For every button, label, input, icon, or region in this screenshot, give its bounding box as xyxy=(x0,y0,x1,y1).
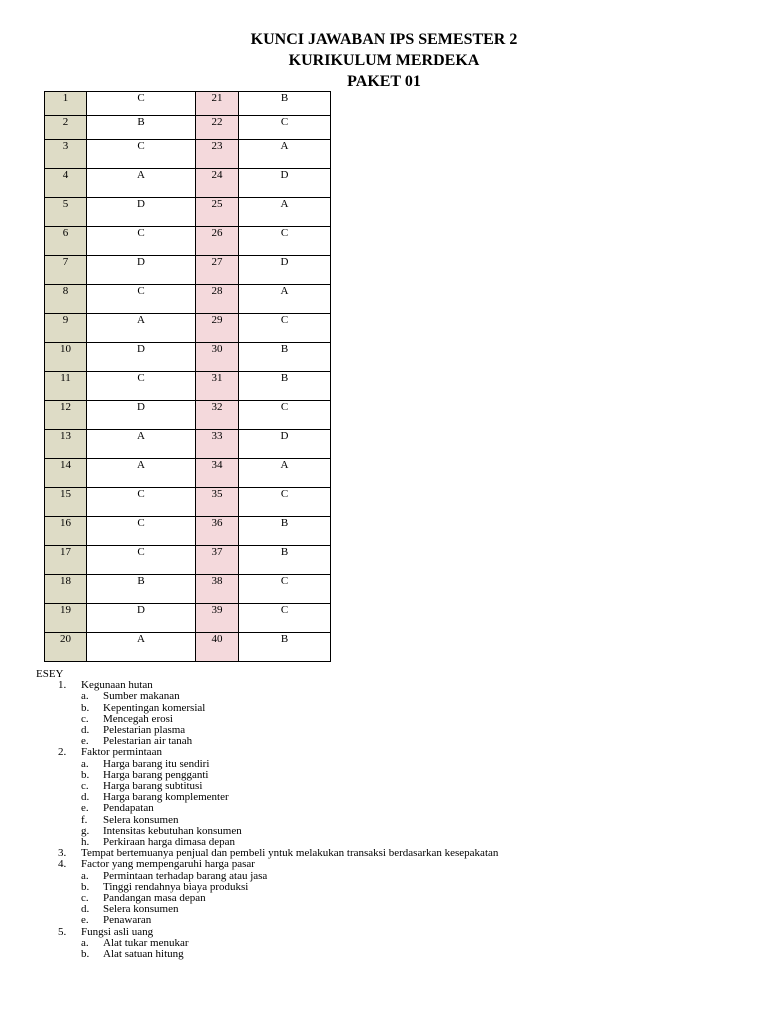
essay-answer-letter: a. xyxy=(81,690,89,703)
essay-question xyxy=(36,927,498,961)
answer-cell: D xyxy=(239,169,331,198)
essay-section xyxy=(36,669,498,960)
essay-answer-letter: f. xyxy=(81,813,88,826)
answer-cell: D xyxy=(87,256,196,285)
question-number-cell: 17 xyxy=(45,546,87,575)
answer-key-row xyxy=(45,169,331,198)
question-number-cell: 23 xyxy=(196,140,239,169)
answer-key-row xyxy=(45,633,331,662)
question-number-cell: 29 xyxy=(196,314,239,343)
essay-answer-text: Pendapatan xyxy=(103,802,154,815)
answer-cell: C xyxy=(87,140,196,169)
question-number-cell: 28 xyxy=(196,285,239,314)
document-title: KUNCI JAWABAN IPS SEMESTER 2 xyxy=(250,31,518,48)
essay-answer-letter: c. xyxy=(81,780,89,793)
question-number-cell: 22 xyxy=(196,116,239,140)
answer-key-row xyxy=(45,517,331,546)
essay-question-text: Fungsi asli uang xyxy=(81,925,154,938)
answer-key-row xyxy=(45,314,331,343)
essay-question-number: 4. xyxy=(58,858,67,871)
answer-cell: C xyxy=(87,372,196,401)
question-number-cell: 30 xyxy=(196,343,239,372)
essay-answer-text: Pandangan masa depan xyxy=(103,892,206,905)
essay-answer-letter: a. xyxy=(81,936,89,949)
question-number-cell: 5 xyxy=(45,198,87,227)
answer-cell: C xyxy=(239,488,331,517)
question-number-cell: 24 xyxy=(196,169,239,198)
essay-answer-text: Pelestarian air tanah xyxy=(103,735,193,748)
essay-answer-letter: b. xyxy=(81,880,90,893)
question-number-cell: 1 xyxy=(45,92,87,116)
answer-cell: A xyxy=(239,198,331,227)
answer-cell: B xyxy=(239,546,331,575)
answer-cell: D xyxy=(87,198,196,227)
essay-answer-letter: e. xyxy=(81,914,89,927)
answer-key-row xyxy=(45,256,331,285)
question-number-cell: 14 xyxy=(45,459,87,488)
essay-answer-letter: d. xyxy=(81,903,90,916)
answer-cell: A xyxy=(87,314,196,343)
essay-answer-letter: c. xyxy=(81,892,89,905)
question-number-cell: 2 xyxy=(45,116,87,140)
answer-key-row xyxy=(45,488,331,517)
answer-cell: C xyxy=(87,546,196,575)
essay-question-text: Factor yang mempengaruhi harga pasar xyxy=(81,858,255,871)
answer-cell: A xyxy=(239,140,331,169)
essay-answer-text: Selera konsumen xyxy=(103,903,179,916)
essay-answer-list xyxy=(81,759,498,849)
essay-answer-text: Harga barang pengganti xyxy=(103,768,209,781)
question-number-cell: 19 xyxy=(45,604,87,633)
question-number-cell: 25 xyxy=(196,198,239,227)
essay-question-text: Faktor permintaan xyxy=(81,746,162,759)
essay-answer-text: Selera konsumen xyxy=(103,813,179,826)
answer-key-row xyxy=(45,372,331,401)
question-number-cell: 12 xyxy=(45,401,87,430)
question-number-cell: 13 xyxy=(45,430,87,459)
essay-answer-list xyxy=(81,938,498,960)
answer-cell: B xyxy=(87,116,196,140)
essay-answer-text: Penawaran xyxy=(103,914,152,927)
package-label: PAKET 01 xyxy=(347,73,421,90)
answer-key-row xyxy=(45,575,331,604)
answer-key-row xyxy=(45,604,331,633)
answer-cell: D xyxy=(87,343,196,372)
answer-cell: D xyxy=(239,256,331,285)
answer-key-body xyxy=(45,92,331,662)
question-number-cell: 26 xyxy=(196,227,239,256)
essay-answer-letter: c. xyxy=(81,712,89,725)
essay-answer-text: Permintaan terhadap barang atau jasa xyxy=(103,869,268,882)
essay-answer-text: Tinggi rendahnya biaya produksi xyxy=(103,880,249,893)
question-number-cell: 33 xyxy=(196,430,239,459)
answer-cell: C xyxy=(239,401,331,430)
question-number-cell: 3 xyxy=(45,140,87,169)
essay-answer-letter: h. xyxy=(81,836,90,849)
answer-key-row xyxy=(45,227,331,256)
answer-cell: C xyxy=(87,285,196,314)
answer-cell: A xyxy=(87,430,196,459)
essay-answer-letter: e. xyxy=(81,802,89,815)
question-number-cell: 36 xyxy=(196,517,239,546)
answer-cell: B xyxy=(239,633,331,662)
answer-cell: B xyxy=(239,372,331,401)
essay-answer-text: Harga barang subtitusi xyxy=(103,780,203,793)
question-number-cell: 11 xyxy=(45,372,87,401)
essay-question-number: 2. xyxy=(58,746,67,759)
essay-answer-list xyxy=(81,871,498,927)
question-number-cell: 37 xyxy=(196,546,239,575)
answer-key-row xyxy=(45,343,331,372)
question-number-cell: 39 xyxy=(196,604,239,633)
question-number-cell: 27 xyxy=(196,256,239,285)
answer-cell: B xyxy=(239,92,331,116)
essay-answer-text: Alat satuan hitung xyxy=(103,948,184,961)
essay-answer-text: Alat tukar menukar xyxy=(103,936,189,949)
essay-question-text: Kegunaan hutan xyxy=(81,679,153,692)
question-number-cell: 9 xyxy=(45,314,87,343)
essay-question xyxy=(36,680,498,747)
answer-cell: B xyxy=(239,343,331,372)
question-number-cell: 20 xyxy=(45,633,87,662)
essay-question-number: 1. xyxy=(58,679,67,692)
essay-question-text: Tempat bertemuanya penjual dan pembeli yntuk melakukan transaksi berdasarkan kesepakatan xyxy=(81,847,499,860)
essay-heading: ESEY xyxy=(36,668,64,680)
answer-cell: A xyxy=(87,169,196,198)
answer-key-row xyxy=(45,116,331,140)
essay-question-list xyxy=(36,680,498,960)
document-subtitle: KURIKULUM MERDEKA xyxy=(288,52,480,69)
answer-cell: D xyxy=(87,604,196,633)
answer-key-row xyxy=(45,459,331,488)
essay-answer-text: Kepentingan komersial xyxy=(103,701,206,714)
essay-answer-letter: a. xyxy=(81,757,89,770)
question-number-cell: 32 xyxy=(196,401,239,430)
answer-cell: C xyxy=(239,575,331,604)
question-number-cell: 40 xyxy=(196,633,239,662)
essay-answer-list xyxy=(81,691,498,747)
answer-cell: A xyxy=(239,285,331,314)
answer-cell: C xyxy=(239,604,331,633)
question-number-cell: 31 xyxy=(196,372,239,401)
question-number-cell: 6 xyxy=(45,227,87,256)
question-number-cell: 10 xyxy=(45,343,87,372)
essay-answer-letter: d. xyxy=(81,791,90,804)
answer-cell: C xyxy=(239,116,331,140)
essay-answer-letter: b. xyxy=(81,768,90,781)
question-number-cell: 18 xyxy=(45,575,87,604)
essay-answer-text: Sumber makanan xyxy=(103,690,180,703)
question-number-cell: 8 xyxy=(45,285,87,314)
essay-answer-letter: e. xyxy=(81,735,89,748)
answer-cell: B xyxy=(239,517,331,546)
essay-answer-text: Mencegah erosi xyxy=(103,712,173,725)
essay-question-number: 5. xyxy=(58,925,67,938)
essay-question-number: 3. xyxy=(58,847,67,860)
answer-cell: C xyxy=(87,227,196,256)
essay-answer-letter: d. xyxy=(81,724,90,737)
answer-cell: A xyxy=(87,459,196,488)
answer-key-row xyxy=(45,401,331,430)
essay-question xyxy=(36,859,498,926)
answer-cell: C xyxy=(239,314,331,343)
essay-question xyxy=(36,747,498,848)
answer-cell: C xyxy=(239,227,331,256)
answer-cell: D xyxy=(239,430,331,459)
answer-key-row xyxy=(45,546,331,575)
answer-cell: A xyxy=(87,633,196,662)
answer-cell: C xyxy=(87,92,196,116)
essay-answer-text: Perkiraan harga dimasa depan xyxy=(103,836,236,849)
answer-key-row xyxy=(45,198,331,227)
answer-key-row xyxy=(45,430,331,459)
essay-answer-text: Intensitas kebutuhan konsumen xyxy=(103,824,242,837)
answer-cell: C xyxy=(87,517,196,546)
essay-answer-letter: b. xyxy=(81,701,90,714)
answer-cell: A xyxy=(239,459,331,488)
answer-cell: B xyxy=(87,575,196,604)
question-number-cell: 21 xyxy=(196,92,239,116)
question-number-cell: 15 xyxy=(45,488,87,517)
answer-key-row xyxy=(45,92,331,116)
question-number-cell: 4 xyxy=(45,169,87,198)
essay-answer-text: Pelestarian plasma xyxy=(103,724,186,737)
question-number-cell: 35 xyxy=(196,488,239,517)
answer-key-table xyxy=(44,91,331,662)
question-number-cell: 7 xyxy=(45,256,87,285)
question-number-cell: 34 xyxy=(196,459,239,488)
essay-answer-letter: b. xyxy=(81,948,90,961)
question-number-cell: 38 xyxy=(196,575,239,604)
question-number-cell: 16 xyxy=(45,517,87,546)
answer-key-row xyxy=(45,285,331,314)
essay-answer-item xyxy=(36,949,498,960)
essay-answer-text: Harga barang komplementer xyxy=(103,791,229,804)
answer-key-row xyxy=(45,140,331,169)
essay-answer-text: Harga barang itu sendiri xyxy=(103,757,210,770)
essay-answer-letter: a. xyxy=(81,869,89,882)
essay-answer-letter: g. xyxy=(81,824,90,837)
answer-cell: D xyxy=(87,401,196,430)
answer-cell: C xyxy=(87,488,196,517)
